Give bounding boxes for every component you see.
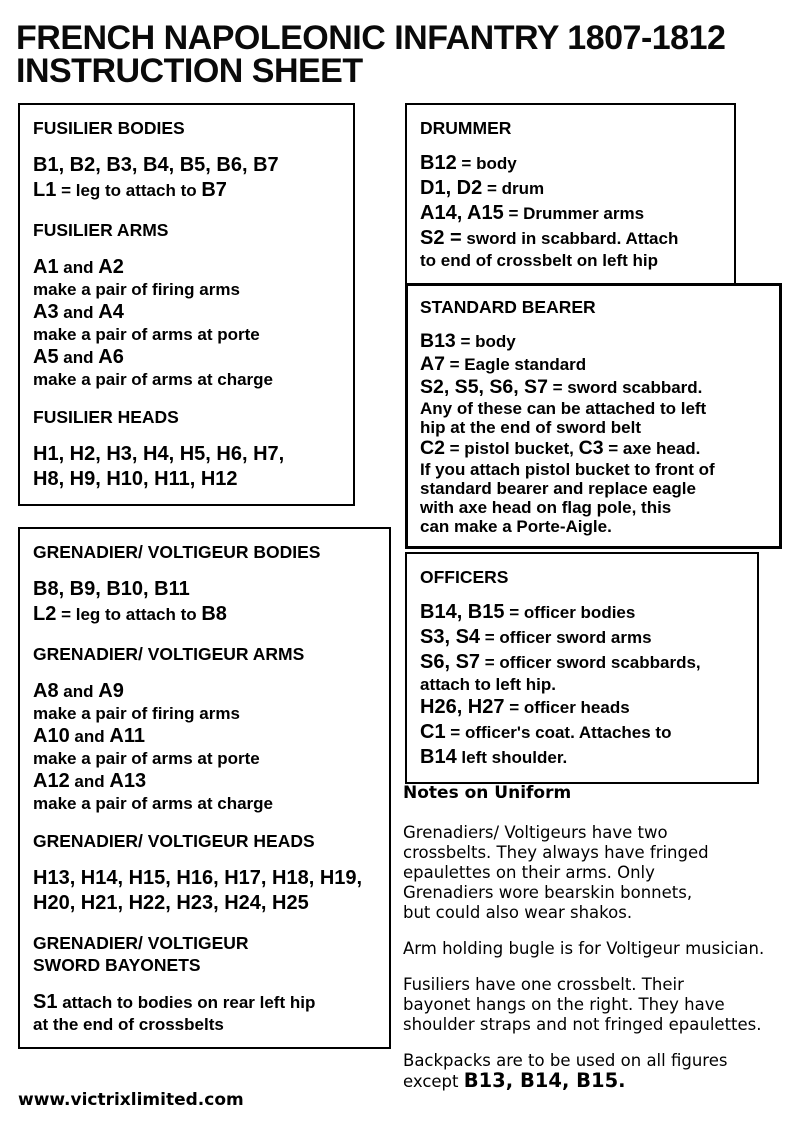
text-run: = officer sword scabbards, <box>480 653 701 672</box>
part-code: B14 <box>420 746 457 768</box>
section-heading-line: OFFICERS <box>420 567 509 587</box>
part-code: A6 <box>98 346 124 368</box>
part-code: S6, S7 <box>420 651 481 673</box>
text-line <box>403 863 797 883</box>
text-line <box>420 437 769 460</box>
text-line <box>420 479 769 498</box>
text-run: = axe head. <box>603 439 701 458</box>
parts-section <box>33 541 377 627</box>
parts-section <box>33 219 341 390</box>
notes-paragraph <box>403 975 797 1035</box>
text-line <box>403 939 797 959</box>
text-line <box>33 255 341 280</box>
part-code: B13 <box>420 330 456 352</box>
text-run: at the end of crossbelts <box>33 1015 224 1034</box>
text-line <box>403 883 797 903</box>
part-code: B8, B9, B10, B11 <box>33 578 190 600</box>
text-run: = pistol bucket, <box>444 439 579 458</box>
text-run: bayonet hangs on the right. They have <box>403 995 725 1014</box>
text-run: = body <box>455 332 516 351</box>
section-heading <box>33 219 341 241</box>
part-code: C2 <box>420 437 445 459</box>
text-run: epaulettes on their arms. Only <box>403 863 655 882</box>
part-code: D1, D2 <box>420 177 483 199</box>
part-code: S2, S5, S6, S7 <box>420 376 548 398</box>
text-line <box>420 399 769 418</box>
fusilier-parts-box <box>18 103 355 506</box>
text-line <box>33 577 377 602</box>
text-run: = leg to attach to <box>56 605 202 624</box>
text-run: = officer heads <box>504 698 630 717</box>
text-run: to end of crossbelt on left hip <box>420 251 658 270</box>
part-code: A4 <box>98 301 124 323</box>
text-line <box>33 153 341 178</box>
text-run: sword in scabbard. Attach <box>461 229 679 248</box>
section-heading <box>420 566 745 588</box>
text-run: = Drummer arms <box>503 204 645 223</box>
text-run: left shoulder. <box>456 748 568 767</box>
text-line <box>33 724 377 749</box>
part-code: B13, B14, B15. <box>463 1069 626 1092</box>
part-code: A14, A15 <box>420 202 504 224</box>
parts-section <box>420 117 722 271</box>
text-run: attach to left hip. <box>420 675 556 694</box>
parts-section <box>420 566 745 770</box>
section-heading <box>420 296 769 318</box>
notes-heading: Notes on Uniform <box>403 783 572 803</box>
uniform-notes <box>403 783 797 1108</box>
section-heading <box>33 406 341 428</box>
page-title-line2: INSTRUCTION SHEET <box>16 52 363 90</box>
text-line <box>420 720 745 745</box>
text-line <box>33 769 377 794</box>
text-run: and <box>69 772 110 791</box>
text-line <box>420 745 745 770</box>
page-title-line1: FRENCH NAPOLEONIC INFANTRY 1807-1812 <box>16 19 726 57</box>
text-line <box>33 178 341 203</box>
text-run: = officer's coat. Attaches to <box>445 723 672 742</box>
parts-section <box>33 932 377 1035</box>
part-code: A3 <box>33 301 59 323</box>
text-line <box>33 280 341 300</box>
text-line <box>33 990 377 1015</box>
part-code: A2 <box>98 256 124 278</box>
text-run: = officer sword arms <box>480 628 652 647</box>
text-run: and <box>58 682 99 701</box>
grenadier-voltigeur-box <box>18 527 391 1049</box>
text-line <box>420 460 769 479</box>
text-run: but could also wear shakos. <box>403 903 633 922</box>
text-line <box>403 823 797 843</box>
text-run: Grenadiers wore bearskin bonnets, <box>403 883 693 902</box>
part-code: H13, H14, H15, H16, H17, H18, H19, <box>33 867 363 889</box>
section-heading-line: GRENADIER/ VOLTIGEUR <box>33 933 249 953</box>
text-run: make a pair of arms at charge <box>33 370 274 389</box>
text-run: Backpacks are to be used on all figures <box>403 1051 728 1070</box>
part-code: A10 <box>33 725 70 747</box>
text-run: and <box>69 727 110 746</box>
text-run: with axe head on flag pole, this <box>420 498 672 517</box>
part-code: H26, H27 <box>420 696 505 718</box>
text-line <box>403 903 797 923</box>
text-line <box>33 300 341 325</box>
text-run: and <box>58 303 99 322</box>
text-line <box>420 695 745 720</box>
text-line <box>33 467 341 492</box>
part-code: S1 <box>33 991 58 1013</box>
text-run: = leg to attach to <box>56 181 202 200</box>
text-run: standard bearer and replace eagle <box>420 479 696 498</box>
text-run: make a pair of arms at porte <box>33 325 260 344</box>
part-code: B14, B15 <box>420 601 505 623</box>
part-code: A1 <box>33 256 59 278</box>
text-line <box>420 517 769 536</box>
text-line <box>33 370 341 390</box>
part-code: B7 <box>201 179 227 201</box>
part-code: A7 <box>420 353 445 375</box>
text-run: and <box>58 348 99 367</box>
text-run: make a pair of firing arms <box>33 704 240 723</box>
text-line <box>33 602 377 627</box>
part-code: A13 <box>109 770 147 792</box>
text-line <box>420 650 745 675</box>
text-line <box>420 201 722 226</box>
text-line <box>420 376 769 399</box>
text-line <box>420 675 745 695</box>
parts-section <box>33 406 341 492</box>
text-run: hip at the end of sword belt <box>420 418 641 437</box>
text-line <box>420 418 769 437</box>
text-line <box>420 176 722 201</box>
section-heading-line: FUSILIER ARMS <box>33 220 169 240</box>
text-run: shoulder straps and not fringed epaulettes. <box>403 1015 762 1034</box>
parts-section <box>420 296 769 536</box>
text-run: = body <box>456 154 517 173</box>
drummer-parts-box <box>405 103 736 285</box>
notes-paragraph <box>403 1051 797 1092</box>
text-line <box>420 226 722 251</box>
text-line <box>33 679 377 704</box>
text-run: make a pair of arms at porte <box>33 749 260 768</box>
parts-section <box>33 117 341 203</box>
text-line <box>33 345 341 370</box>
text-line <box>420 330 769 353</box>
part-code: A12 <box>33 770 70 792</box>
section-heading-line: SWORD BAYONETS <box>33 955 201 975</box>
part-code: S3, S4 <box>420 626 481 648</box>
text-line <box>33 704 377 724</box>
part-code: S2 = <box>420 227 462 249</box>
part-code: C1 <box>420 721 446 743</box>
text-run: attach to bodies on rear left hip <box>57 993 316 1012</box>
text-run: Grenadiers/ Voltigeurs have two <box>403 823 668 842</box>
text-run: make a pair of firing arms <box>33 280 240 299</box>
website-text: www.victrixlimited.com <box>18 1090 244 1110</box>
section-heading <box>33 830 377 852</box>
page-title <box>16 19 726 90</box>
section-heading <box>420 117 722 139</box>
standard-bearer-parts-box <box>405 283 782 549</box>
section-heading-line: GRENADIER/ VOLTIGEUR BODIES <box>33 542 321 562</box>
text-line <box>403 1015 797 1035</box>
section-heading <box>33 541 377 563</box>
text-line <box>33 794 377 814</box>
text-run: Fusiliers have one crossbelt. Their <box>403 975 684 994</box>
text-line <box>403 975 797 995</box>
part-code: A5 <box>33 346 59 368</box>
part-code: B12 <box>420 152 457 174</box>
part-code: C3 <box>578 437 604 459</box>
parts-section <box>33 830 377 916</box>
text-line <box>403 995 797 1015</box>
text-run: Arm holding bugle is for Voltigeur musician. <box>403 939 765 958</box>
part-code: A9 <box>98 680 124 702</box>
section-heading <box>33 117 341 139</box>
notes-paragraph <box>403 823 797 923</box>
text-line <box>403 1071 797 1092</box>
text-line <box>420 251 722 271</box>
section-heading-line: GRENADIER/ VOLTIGEUR HEADS <box>33 831 315 851</box>
text-line <box>33 891 377 916</box>
part-code: A11 <box>109 725 145 747</box>
notes-paragraphs <box>403 823 797 1092</box>
text-line <box>33 866 377 891</box>
text-run: Any of these can be attached to left <box>420 399 707 418</box>
text-line <box>403 843 797 863</box>
text-line <box>33 325 341 345</box>
part-code: B8 <box>201 603 227 625</box>
part-code: L2 <box>33 603 57 625</box>
section-heading-line: FUSILIER BODIES <box>33 118 185 138</box>
text-run: except <box>403 1072 464 1091</box>
section-heading <box>33 932 377 976</box>
part-code: L1 <box>33 179 57 201</box>
text-run: = sword scabbard. <box>547 378 703 397</box>
section-heading <box>33 643 377 665</box>
text-line <box>420 353 769 376</box>
text-run: crossbelts. They always have fringed <box>403 843 709 862</box>
text-line <box>420 600 745 625</box>
text-line <box>33 749 377 769</box>
section-heading-line: FUSILIER HEADS <box>33 407 179 427</box>
text-line <box>420 498 769 517</box>
section-heading-line: DRUMMER <box>420 118 512 138</box>
part-code: A8 <box>33 680 59 702</box>
text-line <box>33 1015 377 1035</box>
section-heading-line: GRENADIER/ VOLTIGEUR ARMS <box>33 644 305 664</box>
text-run: = officer bodies <box>504 603 636 622</box>
part-code: B1, B2, B3, B4, B5, B6, B7 <box>33 154 279 176</box>
text-run: = Eagle standard <box>444 355 587 374</box>
text-line <box>403 1051 797 1071</box>
text-run: If you attach pistol bucket to front of <box>420 460 715 479</box>
officers-parts-box <box>405 552 759 784</box>
text-run: and <box>58 258 99 277</box>
text-run: can make a Porte-Aigle. <box>420 517 612 536</box>
text-run: make a pair of arms at charge <box>33 794 274 813</box>
parts-section <box>33 643 377 814</box>
text-run: = drum <box>482 179 545 198</box>
section-heading-line: STANDARD BEARER <box>420 297 596 317</box>
notes-paragraph <box>403 939 797 959</box>
part-code: H20, H21, H22, H23, H24, H25 <box>33 892 309 914</box>
text-line <box>33 442 341 467</box>
part-code: H8, H9, H10, H11, H12 <box>33 468 238 490</box>
part-code: H1, H2, H3, H4, H5, H6, H7, <box>33 443 285 465</box>
text-line <box>420 151 722 176</box>
text-line <box>420 625 745 650</box>
